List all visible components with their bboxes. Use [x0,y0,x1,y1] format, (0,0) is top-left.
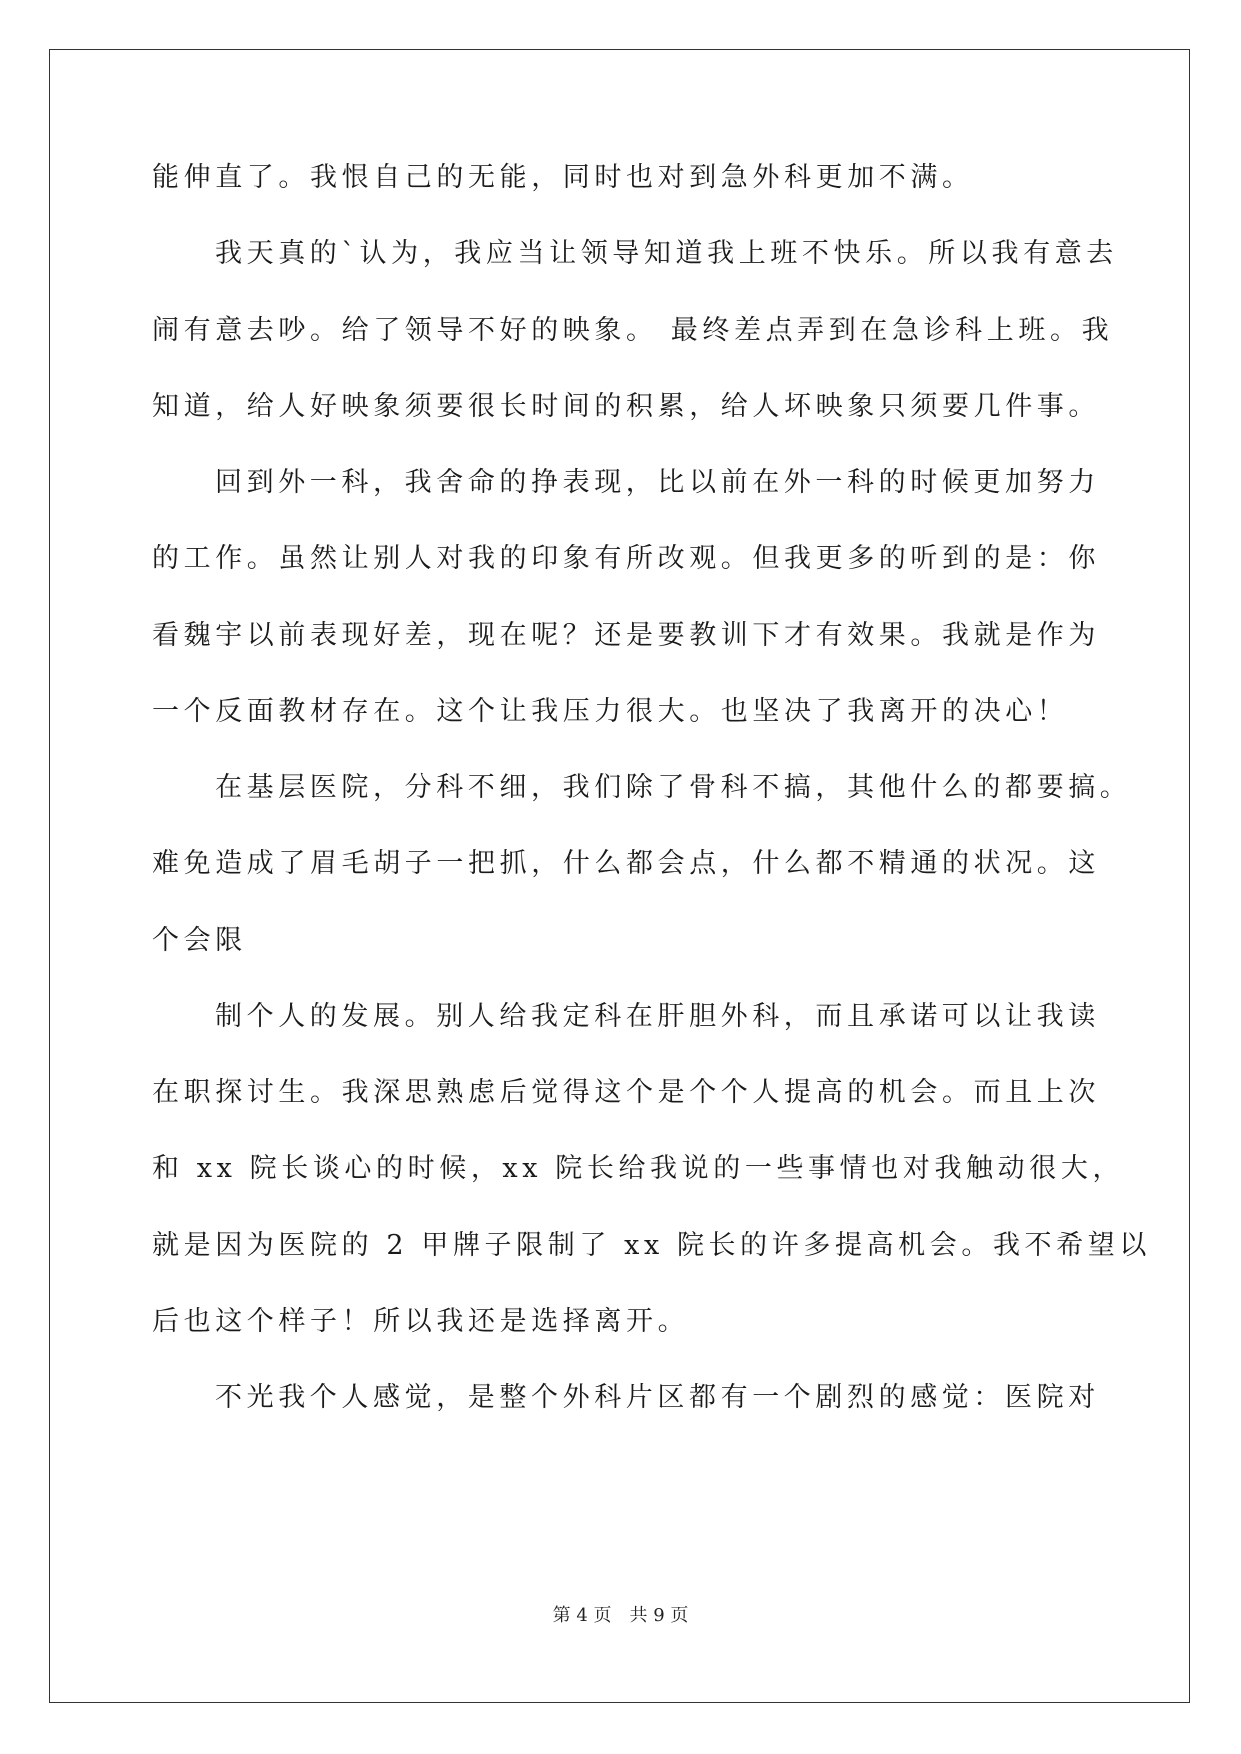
text-line: 难免造成了眉毛胡子一把抓，什么都会点，什么都不精通的状况。这 [152,848,1100,879]
text-line: 在职探讨生。我深思熟虑后觉得这个是个个人提高的机会。而且上次 [152,1077,1100,1108]
text-line: 个会限 [152,925,247,956]
text-line: 在基层医院，分科不细，我们除了骨科不搞，其他什么的都要搞。 [215,772,1132,803]
text-line: 和 xx 院长谈心的时候，xx 院长给我说的一些事情也对我触动很大， [152,1153,1125,1184]
text-line: 制个人的发展。别人给我定科在肝胆外科，而且承诺可以让我读 [215,1001,1100,1032]
text-line: 不光我个人感觉，是整个外科片区都有一个剧烈的感觉：医院对 [215,1382,1100,1413]
text-line: 闹有意去吵。给了领导不好的映象。 最终差点弄到在急诊科上班。我 [152,315,1114,346]
text-line: 看魏宇以前表现好差，现在呢？还是要教训下才有效果。我就是作为 [152,620,1100,651]
text-line: 回到外一科，我舍命的挣表现，比以前在外一科的时候更加努力 [215,467,1100,498]
page-number: 第 4 页 [552,1605,612,1626]
text-line: 知道，给人好映象须要很长时间的积累，给人坏映象只须要几件事。 [152,391,1100,422]
text-line: 的工作。虽然让别人对我的印象有所改观。但我更多的听到的是：你 [152,543,1100,574]
page-footer [0,1604,1241,1628]
text-line: 我天真的`认为，我应当让领导知道我上班不快乐。所以我有意去 [215,238,1118,269]
text-line: 后也这个样子！所以我还是选择离开。 [152,1306,690,1337]
text-line: 就是因为医院的 2 甲牌子限制了 xx 院长的许多提高机会。我不希望以 [152,1230,1151,1261]
text-line: 能伸直了。我恨自己的无能，同时也对到急外科更加不满。 [152,162,974,193]
text-line: 一个反面教材存在。这个让我压力很大。也坚决了我离开的决心！ [152,696,1069,727]
page-total: 共 9 页 [629,1605,689,1626]
